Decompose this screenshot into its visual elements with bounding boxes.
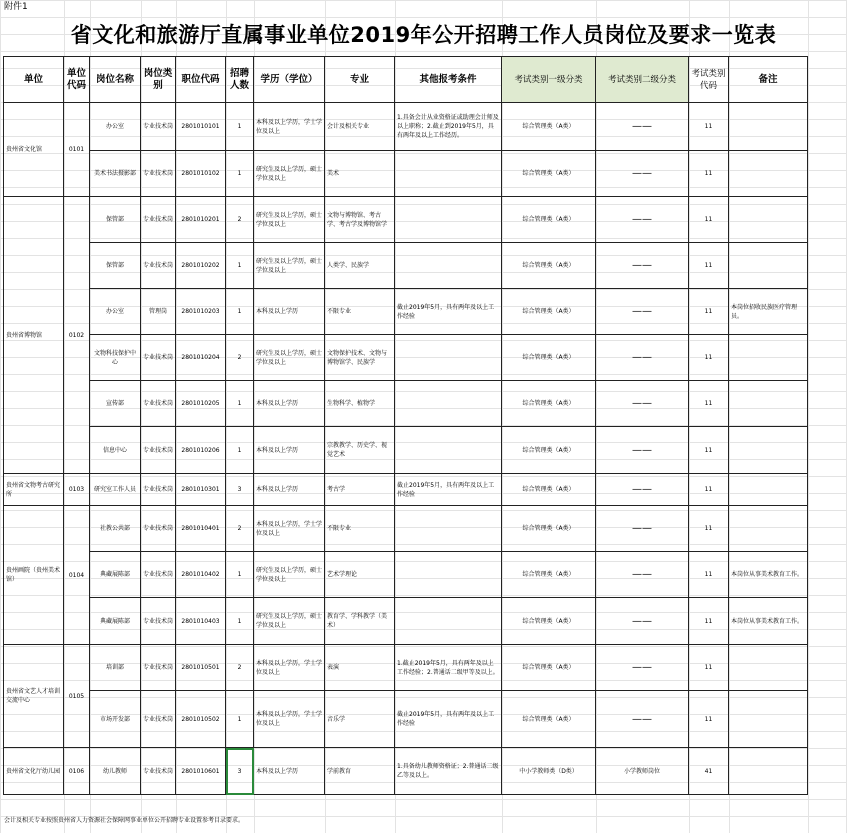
hire-count-cell: 2	[226, 197, 254, 243]
post-category-cell: 专业技术岗	[141, 645, 176, 691]
post-category-cell: 专业技术岗	[141, 474, 176, 506]
post-name-cell: 办公室	[90, 103, 141, 151]
post-name-cell: 典藏展陈部	[90, 552, 141, 598]
post-category-cell: 专业技术岗	[141, 335, 176, 381]
exam-category-2-cell: ——	[596, 151, 689, 197]
exam-category-1-cell: 综合管理类（A类）	[502, 103, 596, 151]
table-row	[4, 381, 808, 427]
header-hire-count: 招聘人数	[226, 57, 254, 103]
exam-category-1-cell: 综合管理类（A类）	[502, 506, 596, 552]
header-other-requirements: 其他报考条件	[395, 57, 502, 103]
education-cell: 本科及以上学历	[254, 748, 325, 795]
header-exam-category-code: 考试类别代码	[689, 57, 729, 103]
post-category-cell: 专业技术岗	[141, 103, 176, 151]
table-row	[4, 552, 808, 598]
header-row	[4, 57, 808, 103]
table-row	[4, 474, 808, 506]
post-name-cell: 社教公共部	[90, 506, 141, 552]
other-requirements-cell: 截止2019年5月，具有两年及以上工作经验	[395, 691, 502, 748]
major-cell: 艺术学理论	[325, 552, 395, 598]
other-requirements-cell	[395, 506, 502, 552]
major-cell: 文物与博物馆、考古学、考古学及博物馆学	[325, 197, 395, 243]
major-cell: 表演	[325, 645, 395, 691]
exam-category-1-cell: 中小学教师类（D类）	[502, 748, 596, 795]
job-code-cell: 2801010301	[176, 474, 226, 506]
hire-count-cell: 2	[226, 645, 254, 691]
exam-category-code-cell: 11	[689, 474, 729, 506]
exam-category-code-cell: 11	[689, 335, 729, 381]
remarks-cell	[729, 151, 808, 197]
table-row	[4, 335, 808, 381]
major-cell: 文物保护技术、文物与博物馆学、民族学	[325, 335, 395, 381]
exam-category-1-cell: 综合管理类（A类）	[502, 691, 596, 748]
post-category-cell: 专业技术岗	[141, 598, 176, 645]
hire-count-cell: 1	[226, 427, 254, 474]
remarks-cell	[729, 645, 808, 691]
remarks-cell: 本岗位从事美术教育工作。	[729, 598, 808, 645]
exam-category-2-cell: ——	[596, 474, 689, 506]
other-requirements-cell	[395, 552, 502, 598]
other-requirements-cell	[395, 598, 502, 645]
job-code-cell: 2801010501	[176, 645, 226, 691]
unit-name-cell: 贵州省文化厅幼儿园	[4, 748, 64, 795]
major-cell: 学前教育	[325, 748, 395, 795]
remarks-cell	[729, 474, 808, 506]
other-requirements-cell: 1.截止2019年5月，具有两年及以上工作经验；2.普通话二级甲等及以上。	[395, 645, 502, 691]
unit-name-cell: 贵州省文艺人才培训交流中心	[4, 645, 64, 748]
exam-category-code-cell: 11	[689, 151, 729, 197]
post-category-cell: 专业技术岗	[141, 197, 176, 243]
table-row	[4, 748, 808, 795]
header-job-code: 职位代码	[176, 57, 226, 103]
remarks-cell	[729, 691, 808, 748]
page-title: 省文化和旅游厅直属事业单位2019年公开招聘工作人员岗位及要求一览表	[70, 23, 777, 47]
post-name-cell: 宣传部	[90, 381, 141, 427]
exam-category-code-cell: 11	[689, 645, 729, 691]
job-code-cell: 2801010502	[176, 691, 226, 748]
exam-category-code-cell: 11	[689, 289, 729, 335]
unit-name-cell: 贵州省文化馆	[4, 103, 64, 197]
exam-category-1-cell: 综合管理类（A类）	[502, 552, 596, 598]
exam-category-2-cell: ——	[596, 197, 689, 243]
table-row	[4, 645, 808, 691]
other-requirements-cell	[395, 427, 502, 474]
unit-code-cell: 0101	[64, 103, 90, 197]
post-category-cell: 专业技术岗	[141, 506, 176, 552]
exam-category-2-cell: ——	[596, 691, 689, 748]
header-post-category: 岗位类别	[141, 57, 176, 103]
unit-code-cell: 0105	[64, 645, 90, 748]
exam-category-1-cell: 综合管理类（A类）	[502, 289, 596, 335]
exam-category-2-cell: ——	[596, 335, 689, 381]
major-cell: 教育学、学科教学（美术）	[325, 598, 395, 645]
table-row	[4, 506, 808, 552]
header-unit-code: 单位代码	[64, 57, 90, 103]
unit-code-cell: 0103	[64, 474, 90, 506]
hire-count-cell: 1	[226, 552, 254, 598]
table-row	[4, 691, 808, 748]
education-cell: 研究生及以上学历，硕士学位及以上	[254, 197, 325, 243]
header-exam-category-2: 考试类别二级分类	[596, 57, 689, 103]
major-cell: 生物科学、植物学	[325, 381, 395, 427]
education-cell: 本科及以上学历	[254, 381, 325, 427]
remarks-cell: 本岗位从事美术教育工作。	[729, 552, 808, 598]
job-code-cell: 2801010203	[176, 289, 226, 335]
exam-category-code-cell: 11	[689, 197, 729, 243]
major-cell: 会计及相关专业	[325, 103, 395, 151]
hire-count-cell: 1	[226, 381, 254, 427]
education-cell: 本科及以上学历，学士学位及以上	[254, 506, 325, 552]
hire-count-cell: 1	[226, 598, 254, 645]
job-code-cell: 2801010403	[176, 598, 226, 645]
job-code-cell: 2801010204	[176, 335, 226, 381]
education-cell: 研究生及以上学历，硕士学位及以上	[254, 552, 325, 598]
post-name-cell: 保管部	[90, 243, 141, 289]
other-requirements-cell	[395, 197, 502, 243]
remarks-cell	[729, 103, 808, 151]
exam-category-1-cell: 综合管理类（A类）	[502, 645, 596, 691]
job-code-cell: 2801010601	[176, 748, 226, 795]
unit-name-cell: 贵州画院（贵州美术馆）	[4, 506, 64, 645]
table-row	[4, 243, 808, 289]
header-unit: 单位	[4, 57, 64, 103]
exam-category-code-cell: 11	[689, 691, 729, 748]
table-row	[4, 289, 808, 335]
exam-category-code-cell: 11	[689, 506, 729, 552]
other-requirements-cell	[395, 243, 502, 289]
other-requirements-cell: 截止2019年5月，具有两年及以上工作经验	[395, 474, 502, 506]
other-requirements-cell	[395, 151, 502, 197]
major-cell: 美术	[325, 151, 395, 197]
unit-name-cell: 贵州省博物馆	[4, 197, 64, 474]
exam-category-2-cell: ——	[596, 289, 689, 335]
education-cell: 本科及以上学历	[254, 427, 325, 474]
exam-category-code-cell: 11	[689, 598, 729, 645]
table-row	[4, 151, 808, 197]
education-cell: 研究生及以上学历，硕士学位及以上	[254, 151, 325, 197]
post-category-cell: 专业技术岗	[141, 552, 176, 598]
exam-category-1-cell: 综合管理类（A类）	[502, 474, 596, 506]
other-requirements-cell: 截止2019年5月，具有两年及以上工作经验	[395, 289, 502, 335]
exam-category-2-cell: ——	[596, 598, 689, 645]
other-requirements-cell	[395, 335, 502, 381]
education-cell: 本科及以上学历	[254, 289, 325, 335]
footnote: 会计及相关专业按照贵州省人力资源社会保障网事业单位公开招聘专业设置参考目录要求。	[4, 817, 245, 824]
hire-count-cell: 1	[226, 691, 254, 748]
major-cell: 宗教教学、历史学、视觉艺术	[325, 427, 395, 474]
hire-count-cell: 2	[226, 335, 254, 381]
hire-count-cell: 3	[226, 748, 254, 795]
unit-code-cell: 0102	[64, 197, 90, 474]
education-cell: 本科及以上学历，学士学位及以上	[254, 691, 325, 748]
exam-category-code-cell: 41	[689, 748, 729, 795]
exam-category-1-cell: 综合管理类（A类）	[502, 243, 596, 289]
remarks-cell	[729, 506, 808, 552]
exam-category-code-cell: 11	[689, 103, 729, 151]
hire-count-cell: 1	[226, 289, 254, 335]
other-requirements-cell: 1.具备幼儿教师资格证；2.普通话二级乙等及以上。	[395, 748, 502, 795]
other-requirements-cell: 1.具备会计从业资格证或助理会计师及以上职称；2.截止到2019年5月，具有两年及以上工作经历。	[395, 103, 502, 151]
post-category-cell: 专业技术岗	[141, 427, 176, 474]
exam-category-2-cell: ——	[596, 243, 689, 289]
exam-category-2-cell: ——	[596, 427, 689, 474]
remarks-cell	[729, 335, 808, 381]
job-code-cell: 2801010205	[176, 381, 226, 427]
post-name-cell: 保管部	[90, 197, 141, 243]
exam-category-code-cell: 11	[689, 427, 729, 474]
major-cell: 不限专业	[325, 289, 395, 335]
post-name-cell: 研究室工作人员	[90, 474, 141, 506]
post-name-cell: 培训部	[90, 645, 141, 691]
table-row	[4, 197, 808, 243]
header-major: 专业	[325, 57, 395, 103]
post-category-cell: 专业技术岗	[141, 151, 176, 197]
remarks-cell	[729, 381, 808, 427]
post-name-cell: 美术书法摄影部	[90, 151, 141, 197]
unit-code-cell: 0106	[64, 748, 90, 795]
post-name-cell: 信息中心	[90, 427, 141, 474]
job-code-cell: 2801010101	[176, 103, 226, 151]
major-cell: 不限专业	[325, 506, 395, 552]
unit-name-cell: 贵州省文物考古研究所	[4, 474, 64, 506]
header-education: 学历（学位）	[254, 57, 325, 103]
exam-category-code-cell: 11	[689, 243, 729, 289]
other-requirements-cell	[395, 381, 502, 427]
education-cell: 本科及以上学历，学士学位及以上	[254, 103, 325, 151]
exam-category-1-cell: 综合管理类（A类）	[502, 335, 596, 381]
positions-table	[3, 56, 808, 795]
post-category-cell: 专业技术岗	[141, 243, 176, 289]
exam-category-1-cell: 综合管理类（A类）	[502, 151, 596, 197]
job-code-cell: 2801010401	[176, 506, 226, 552]
attachment-label: 附件1	[4, 2, 28, 12]
post-name-cell: 幼儿教师	[90, 748, 141, 795]
remarks-cell	[729, 197, 808, 243]
major-cell: 音乐学	[325, 691, 395, 748]
job-code-cell: 2801010201	[176, 197, 226, 243]
table-row	[4, 598, 808, 645]
job-code-cell: 2801010102	[176, 151, 226, 197]
hire-count-cell: 1	[226, 103, 254, 151]
exam-category-2-cell: ——	[596, 645, 689, 691]
post-category-cell: 专业技术岗	[141, 381, 176, 427]
exam-category-1-cell: 综合管理类（A类）	[502, 598, 596, 645]
exam-category-1-cell: 综合管理类（A类）	[502, 427, 596, 474]
education-cell: 研究生及以上学历，硕士学位及以上	[254, 598, 325, 645]
education-cell: 本科及以上学历，学士学位及以上	[254, 645, 325, 691]
exam-category-2-cell: ——	[596, 552, 689, 598]
exam-category-2-cell: ——	[596, 506, 689, 552]
remarks-cell	[729, 243, 808, 289]
education-cell: 研究生及以上学历，硕士学位及以上	[254, 335, 325, 381]
header-post-name: 岗位名称	[90, 57, 141, 103]
table-row	[4, 103, 808, 151]
header-exam-category-1: 考试类别一级分类	[502, 57, 596, 103]
post-category-cell: 专业技术岗	[141, 691, 176, 748]
post-name-cell: 典藏展陈部	[90, 598, 141, 645]
remarks-cell	[729, 427, 808, 474]
major-cell: 考古学	[325, 474, 395, 506]
post-category-cell: 专业技术岗	[141, 748, 176, 795]
exam-category-2-cell: 小学教师岗位	[596, 748, 689, 795]
table-row	[4, 427, 808, 474]
job-code-cell: 2801010206	[176, 427, 226, 474]
job-code-cell: 2801010202	[176, 243, 226, 289]
job-code-cell: 2801010402	[176, 552, 226, 598]
exam-category-1-cell: 综合管理类（A类）	[502, 381, 596, 427]
hire-count-cell: 2	[226, 506, 254, 552]
education-cell: 研究生及以上学历，硕士学位及以上	[254, 243, 325, 289]
remarks-cell	[729, 748, 808, 795]
hire-count-cell: 1	[226, 243, 254, 289]
post-name-cell: 文物科技保护中心	[90, 335, 141, 381]
exam-category-code-cell: 11	[689, 381, 729, 427]
exam-category-2-cell: ——	[596, 103, 689, 151]
education-cell: 本科及以上学历	[254, 474, 325, 506]
header-remarks: 备注	[729, 57, 808, 103]
exam-category-2-cell: ——	[596, 381, 689, 427]
post-name-cell: 办公室	[90, 289, 141, 335]
hire-count-cell: 3	[226, 474, 254, 506]
post-category-cell: 管理岗	[141, 289, 176, 335]
exam-category-1-cell: 综合管理类（A类）	[502, 197, 596, 243]
post-name-cell: 市场开发部	[90, 691, 141, 748]
major-cell: 人类学、民族学	[325, 243, 395, 289]
unit-code-cell: 0104	[64, 506, 90, 645]
exam-category-code-cell: 11	[689, 552, 729, 598]
remarks-cell: 本岗位招收民族医疗管理员。	[729, 289, 808, 335]
hire-count-cell: 1	[226, 151, 254, 197]
